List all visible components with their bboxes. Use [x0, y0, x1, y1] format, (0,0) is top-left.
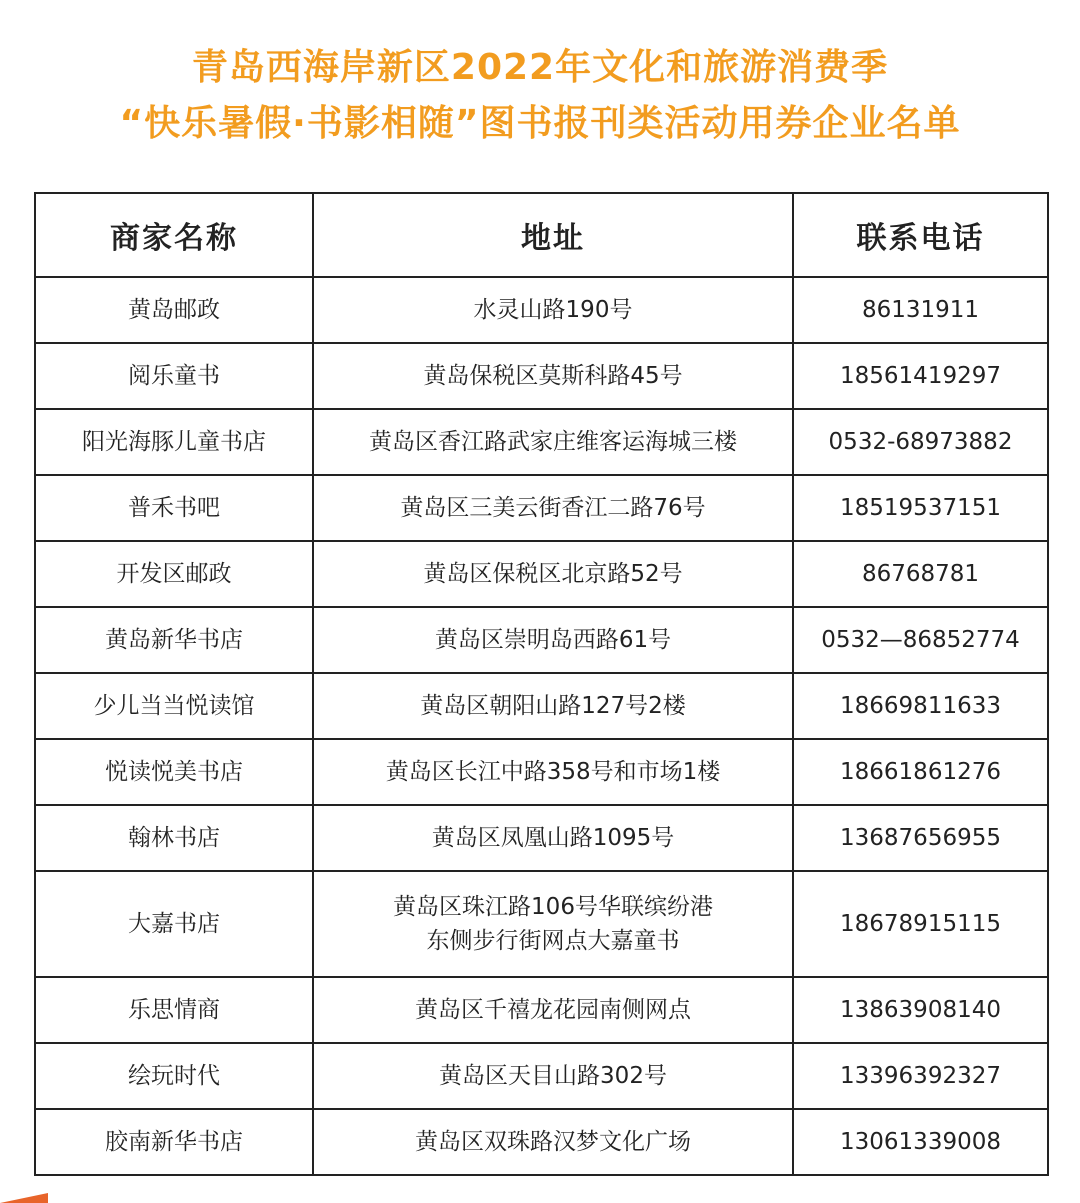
table-row	[35, 673, 1048, 739]
phone-cell: 86131911	[793, 277, 1048, 343]
merchant-name-cell: 翰林书店	[35, 805, 313, 871]
merchant-name-cell: 开发区邮政	[35, 541, 313, 607]
merchant-name-cell: 大嘉书店	[35, 871, 313, 977]
address-line: 黄岛保税区莫斯科路45号	[423, 363, 683, 389]
address-cell	[313, 1109, 793, 1175]
address-line: 黄岛区崇明岛西路61号	[434, 627, 672, 653]
phone-cell: 13687656955	[793, 805, 1048, 871]
phone-cell: 0532—86852774	[793, 607, 1048, 673]
address-cell	[313, 871, 793, 977]
merchant-name-cell: 胶南新华书店	[35, 1109, 313, 1175]
address-line: 黄岛区双珠路汉梦文化广场	[415, 1129, 691, 1155]
table-row	[35, 977, 1048, 1043]
address-line: 黄岛区千禧龙花园南侧网点	[415, 997, 691, 1023]
address-cell	[313, 343, 793, 409]
page-title-line-1: 青岛西海岸新区2022年文化和旅游消费季	[191, 47, 889, 88]
address-cell	[313, 607, 793, 673]
table-header-row	[35, 193, 1048, 277]
merchant-name-cell: 少儿当当悦读馆	[35, 673, 313, 739]
address-cell	[313, 541, 793, 607]
phone-cell: 13061339008	[793, 1109, 1048, 1175]
address-line: 黄岛区三美云街香江二路76号	[400, 495, 706, 521]
table-row	[35, 409, 1048, 475]
address-line: 黄岛区凤凰山路1095号	[431, 825, 675, 851]
table-row	[35, 1109, 1048, 1175]
table-body	[35, 277, 1048, 1175]
table-row	[35, 343, 1048, 409]
merchant-name-cell: 阳光海豚儿童书店	[35, 409, 313, 475]
phone-cell: 18561419297	[793, 343, 1048, 409]
table-row	[35, 607, 1048, 673]
table-row	[35, 739, 1048, 805]
table-row	[35, 475, 1048, 541]
table-row	[35, 541, 1048, 607]
address-line: 水灵山路190号	[473, 297, 633, 323]
address-line: 黄岛区天目山路302号	[439, 1063, 667, 1089]
address-line: 黄岛区保税区北京路52号	[423, 561, 683, 587]
column-header-address: 地址	[313, 193, 793, 277]
table-row	[35, 1043, 1048, 1109]
phone-cell: 18678915115	[793, 871, 1048, 977]
phone-cell: 13863908140	[793, 977, 1048, 1043]
merchant-name-cell: 黄岛新华书店	[35, 607, 313, 673]
address-line: 黄岛区珠江路106号华联缤纷港	[393, 894, 713, 920]
merchant-name-cell: 普禾书吧	[35, 475, 313, 541]
address-cell	[313, 475, 793, 541]
phone-cell: 18519537151	[793, 475, 1048, 541]
address-cell	[313, 673, 793, 739]
address-line: 黄岛区香江路武家庄维客运海城三楼	[369, 429, 737, 455]
merchant-table	[34, 192, 1049, 1176]
merchant-name-cell: 悦读悦美书店	[35, 739, 313, 805]
column-header-phone: 联系电话	[793, 193, 1048, 277]
address-line: 东侧步行街网点大嘉童书	[426, 928, 680, 954]
merchant-name-cell: 乐思情商	[35, 977, 313, 1043]
phone-cell: 86768781	[793, 541, 1048, 607]
merchant-name-cell: 黄岛邮政	[35, 277, 313, 343]
address-cell	[313, 277, 793, 343]
phone-cell: 18669811633	[793, 673, 1048, 739]
merchant-name-cell: 绘玩时代	[35, 1043, 313, 1109]
address-cell	[313, 1043, 793, 1109]
address-cell	[313, 409, 793, 475]
phone-cell: 0532-68973882	[793, 409, 1048, 475]
page-title-line-2: “快乐暑假·书影相随”图书报刊类活动用券企业名单	[119, 103, 961, 144]
table-row	[35, 277, 1048, 343]
address-cell	[313, 977, 793, 1043]
address-line: 黄岛区长江中路358号和市场1楼	[385, 759, 721, 785]
address-line: 黄岛区朝阳山路127号2楼	[420, 693, 686, 719]
column-header-name: 商家名称	[35, 193, 313, 277]
merchant-name-cell: 阅乐童书	[35, 343, 313, 409]
table-row	[35, 871, 1048, 977]
address-cell	[313, 805, 793, 871]
table-row	[35, 805, 1048, 871]
address-cell	[313, 739, 793, 805]
phone-cell: 18661861276	[793, 739, 1048, 805]
accent-corner-shape	[0, 1193, 48, 1203]
phone-cell: 13396392327	[793, 1043, 1048, 1109]
